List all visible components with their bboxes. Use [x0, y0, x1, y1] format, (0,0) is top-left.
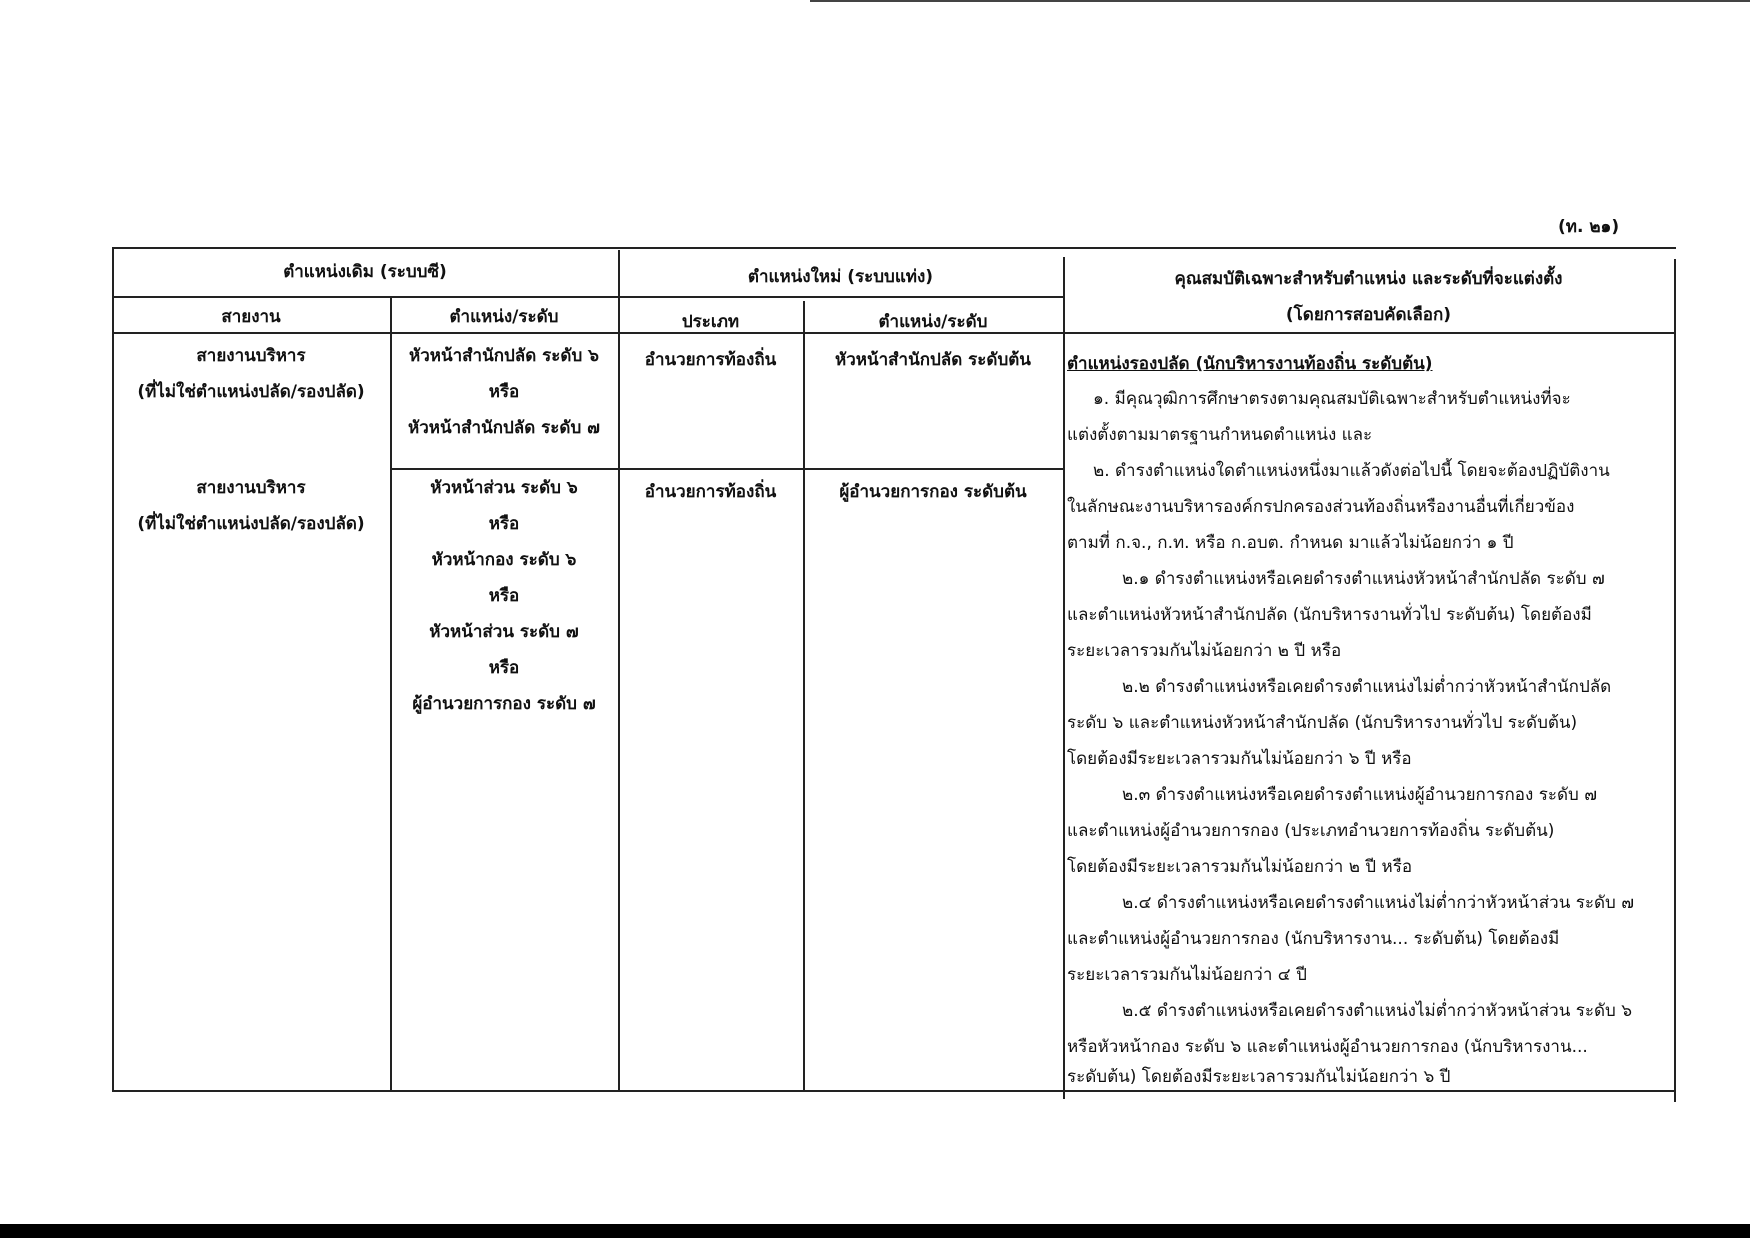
scan-bottom-edge: [0, 1224, 1750, 1238]
divider-col-3: [803, 301, 805, 1092]
qualification-line: หรือหัวหน้ากอง ระดับ ๖ และตำแหน่งผู้อำนวยการกอง (นักบริหารงาน...: [1067, 1037, 1588, 1057]
qualification-line: ๒.๑ ดำรงตำแหน่งหรือเคยดำรงตำแหน่งหัวหน้าสำนักปลัด ระดับ ๗: [1122, 569, 1605, 589]
header-qualification: [1063, 261, 1674, 333]
position-text: หัวหน้ากอง ระดับ ๖: [431, 550, 577, 570]
qualification-line: ตามที่ ก.จ., ก.ท. หรือ ก.อบต. กำหนด มาแล้วไม่น้อยกว่า ๑ ปี: [1067, 533, 1514, 553]
col-header-line: สายงาน: [221, 307, 281, 327]
row-line-text: (ที่ไม่ใช่ตำแหน่งปลัด/รองปลัด): [137, 514, 365, 534]
row-1-positions: [390, 338, 618, 446]
qualification-line: ในลักษณะงานบริหารองค์กรปกครองส่วนท้องถิ่นหรืองานอื่นที่เกี่ยวข้อง: [1067, 497, 1575, 517]
row-1-line: [112, 338, 390, 410]
page-code: (ท. ๒๑): [1558, 217, 1620, 237]
row-line-text: สายงานบริหาร: [196, 478, 306, 498]
col-header-position-level: ตำแหน่ง/ระดับ: [449, 307, 559, 327]
qualification-line: ๑. มีคุณวุฒิการศึกษาตรงตามคุณสมบัติเฉพาะสำหรับตำแหน่งที่จะ: [1093, 389, 1571, 409]
row-2-type: อำนวยการท้องถิ่น: [644, 482, 777, 502]
qualification-line: โดยต้องมีระยะเวลารวมกันไม่น้อยกว่า ๖ ปี หรือ: [1067, 749, 1412, 769]
col-header-type: ประเภท: [681, 312, 740, 332]
position-text: หรือ: [488, 586, 520, 606]
qualification-line: ระยะเวลารวมกันไม่น้อยกว่า ๒ ปี หรือ: [1067, 641, 1342, 661]
header-divider-left: [112, 296, 1065, 298]
qualification-line: ระยะเวลารวมกันไม่น้อยกว่า ๔ ปี: [1067, 965, 1307, 985]
qualification-line: ๒.๕ ดำรงตำแหน่งหรือเคยดำรงตำแหน่งไม่ต่ำกว่าหัวหน้าส่วน ระดับ ๖: [1122, 1001, 1633, 1021]
table-border-top: [112, 247, 1676, 249]
row-line-text: สายงานบริหาร: [196, 346, 306, 366]
qualification-line: ๒. ดำรงตำแหน่งใดตำแหน่งหนึ่งมาแล้วดังต่อไปนี้ โดยจะต้องปฏิบัติงาน: [1093, 461, 1610, 481]
qualification-line: ๒.๓ ดำรงตำแหน่งหรือเคยดำรงตำแหน่งผู้อำนวยการกอง ระดับ ๗: [1122, 785, 1598, 805]
qualification-title: ตำแหน่งรองปลัด (นักบริหารงานท้องถิ่น ระดับต้น): [1067, 354, 1433, 374]
row-2-line: [112, 470, 390, 542]
qualification-line: และตำแหน่งผู้อำนวยการกอง (นักบริหารงาน... ระดับต้น) โดยต้องมี: [1067, 929, 1560, 949]
qualification-line: ระดับต้น) โดยต้องมีระยะเวลารวมกันไม่น้อยกว่า ๖ ปี: [1067, 1067, 1451, 1087]
position-text: หัวหน้าสำนักปลัด ระดับ ๗: [408, 418, 600, 438]
table-border-right: [1674, 259, 1676, 1102]
position-text: หัวหน้าส่วน ระดับ ๗: [429, 622, 579, 642]
qualification-line: และตำแหน่งผู้อำนวยการกอง (ประเภทอำนวยการท้องถิ่น ระดับต้น): [1067, 821, 1555, 841]
row-1-new-position: หัวหน้าสำนักปลัด ระดับต้น: [835, 350, 1031, 370]
divider-col-4: [1063, 257, 1065, 1099]
position-text: ผู้อำนวยการกอง ระดับ ๗: [412, 694, 596, 714]
col-header-new-position-level: ตำแหน่ง/ระดับ: [878, 312, 988, 332]
qualification-line: ๒.๔ ดำรงตำแหน่งหรือเคยดำรงตำแหน่งไม่ต่ำกว่าหัวหน้าส่วน ระดับ ๗: [1122, 893, 1635, 913]
qualification-line: โดยต้องมีระยะเวลารวมกันไม่น้อยกว่า ๒ ปี หรือ: [1067, 857, 1413, 877]
row-1-type: อำนวยการท้องถิ่น: [644, 350, 777, 370]
row-line-text: (ที่ไม่ใช่ตำแหน่งปลัด/รองปลัด): [137, 382, 365, 402]
row-2-new-position: ผู้อำนวยการกอง ระดับต้น: [839, 482, 1027, 502]
scan-top-edge: [810, 0, 1750, 2]
header-qualification-line: (โดยการสอบคัดเลือก): [1285, 305, 1452, 325]
header-qualification-line: คุณสมบัติเฉพาะสำหรับตำแหน่ง และระดับที่จะแต่งตั้ง: [1174, 269, 1563, 289]
position-text: หรือ: [488, 514, 520, 534]
qualification-line: แต่งตั้งตามมาตรฐานกำหนดตำแหน่ง และ: [1067, 425, 1373, 445]
qualification-line: และตำแหน่งหัวหน้าสำนักปลัด (นักบริหารงานทั่วไป ระดับต้น) โดยต้องมี: [1067, 605, 1592, 625]
header-new-position: ตำแหน่งใหม่ (ระบบแท่ง): [747, 267, 934, 287]
header-old-position: ตำแหน่งเดิม (ระบบซี): [283, 262, 447, 282]
position-text: หรือ: [488, 658, 520, 678]
qualification-line: ระดับ ๖ และตำแหน่งหัวหน้าสำนักปลัด (นักบริหารงานทั่วไป ระดับต้น): [1067, 713, 1578, 733]
position-text: หรือ: [488, 382, 520, 402]
table-border-bottom: [112, 1090, 1676, 1092]
position-text: หัวหน้าสำนักปลัด ระดับ ๖: [409, 346, 599, 366]
qualification-line: ๒.๒ ดำรงตำแหน่งหรือเคยดำรงตำแหน่งไม่ต่ำกว่าหัวหน้าสำนักปลัด: [1122, 677, 1612, 697]
row-2-positions: [390, 470, 618, 722]
position-text: หัวหน้าส่วน ระดับ ๖: [430, 478, 578, 498]
